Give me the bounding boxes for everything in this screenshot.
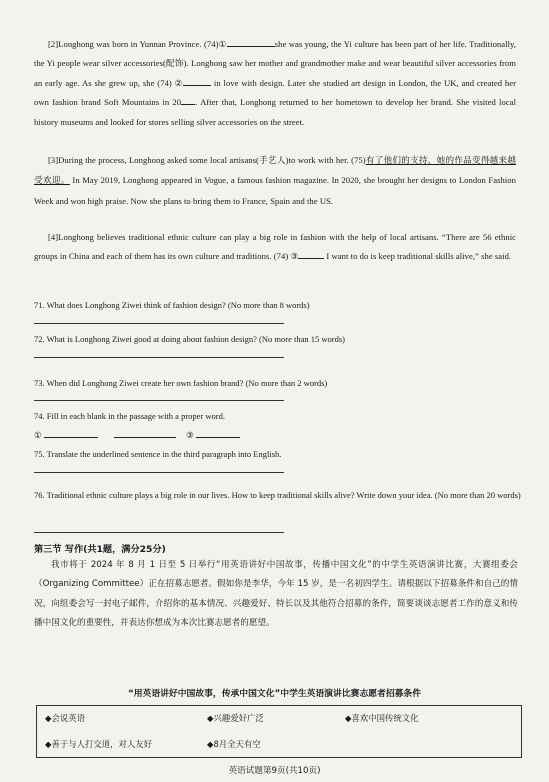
question-73: 73. When did Longhong Ziwei create her own fashion brand? (No more than 2 words) (34, 378, 328, 388)
q74-answer-3[interactable] (196, 428, 240, 438)
p2-text-4: . After that, Longhong returned to her hometown to develop her brand. She visited local history museums and looked for stores selling silver accessories on the street. (34, 97, 517, 127)
year-blank (181, 95, 195, 105)
p2-text-2: she was young, the Yi culture has been part of her life. Traditionally, the Yi people wear silver accessories(配饰). Longhong saw her mother and grandmother make and wear beautiful silver accessories from an early age. As she grew up, she (74) (34, 39, 516, 88)
answer-line-75[interactable] (34, 472, 284, 473)
p2-text-1: [2]Longhong was born in Yunnan Province. (74) (48, 39, 219, 49)
blank-number-2: ② (174, 77, 184, 88)
conditions-table (36, 705, 522, 758)
condition-speak-english: ◆会说英语 (45, 713, 85, 723)
paragraph-3 (34, 151, 516, 211)
q74-answer-1[interactable] (44, 428, 98, 438)
p4-text-2: I want to do is keep traditional skills alive,” she said. (324, 251, 512, 262)
blank-1[interactable] (227, 37, 275, 47)
underlined-sentence: 有了他们的支持，她的作品变得越来越受欢迎。 (34, 156, 517, 187)
answer-line-72[interactable] (34, 357, 284, 358)
paragraph-4 (34, 228, 516, 267)
condition-friendly: ◆善于与人打交道，对人友好 (45, 739, 152, 749)
blank-2[interactable] (183, 76, 211, 86)
writing-prompt: 我市将于 2024 年 8 月 1 日至 5 日举行“用英语讲好中国故事，传播中国文化”的中学生英语演讲比赛，大赛组委会（Organizing Committee）正在招募志愿者。假如你是李华，今年 15 岁，是一名初四学生。请根据以下招募条件和自己的情况，向组委会写一封电子邮件，介绍你的基本情况、兴趣爱好、特长以及其他符合招募的条件，简要谈谈志愿者工作的意义和传播中国文化的重要性，并表达你想成为本次比赛志愿者的愿望。 (34, 560, 518, 629)
answer-line-73[interactable] (34, 400, 284, 401)
blank-number-1: ① (218, 39, 227, 49)
blank-3[interactable] (298, 249, 324, 259)
conditions-table-title: “用英语讲好中国故事，传承中国文化”中学生英语演讲比赛志愿者招募条件 (127, 689, 422, 699)
question-75: 75. Translate the underlined sentence in the third paragraph into English. (34, 449, 282, 459)
condition-chinese-culture: ◆喜欢中国传统文化 (345, 713, 419, 723)
question-74-blanks (34, 428, 334, 441)
blank-number-3: ③ (290, 251, 299, 262)
paragraph-2 (34, 35, 516, 132)
question-74: 74. Fill in each blank in the passage with a proper word. (34, 411, 225, 421)
question-71: 71. What does Longhong Ziwei think of fashion design? (No more than 8 words) (34, 300, 310, 310)
page-footer: 英语试题第9页(共10页) (228, 766, 321, 776)
question-76: 76. Traditional ethnic culture plays a big role in our lives. How to keep traditional skills alive? Write down your idea. (No more than 20 words) (34, 490, 521, 500)
p3-text-2: In May 2019, Longhong appeared in Vogue, a famous fashion magazine. In 2020, she brought her designs to London Fashion Week and won high praise. Now she plans to bring them to France, Spain and the US. (34, 175, 516, 206)
p4-text-1: [4]Longhong believes traditional ethnic culture can play a big role in fashion with the help of local artisans. “There are 56 ethnic groups in China and each of them has its own culture and traditions. (74) (34, 232, 516, 262)
condition-wide-interests: ◆兴趣爱好广泛 (207, 713, 264, 723)
question-72: 72. What is Longhong Ziwei good at doing about fashion design? (No more than 15 words) (34, 334, 345, 344)
q74-answer-2[interactable] (114, 428, 176, 438)
answer-line-71[interactable] (34, 323, 284, 324)
p2-text-3: in love with design. Later she studied art design in London, the UK, and created her own fashion brand Soft Mountains in 20 (34, 77, 517, 108)
answer-line-76[interactable] (34, 532, 284, 533)
section-title: 第三节 写作(共1题，满分25分) (34, 544, 166, 555)
q74-number-1: ① (34, 430, 42, 440)
q74-number-3: ③ (186, 430, 194, 440)
condition-available-august: ◆8月全天有空 (207, 739, 261, 749)
p3-text-1: [3]During the process, Longhong asked some local artisans(手艺人)to work with her. (75) (48, 155, 366, 165)
